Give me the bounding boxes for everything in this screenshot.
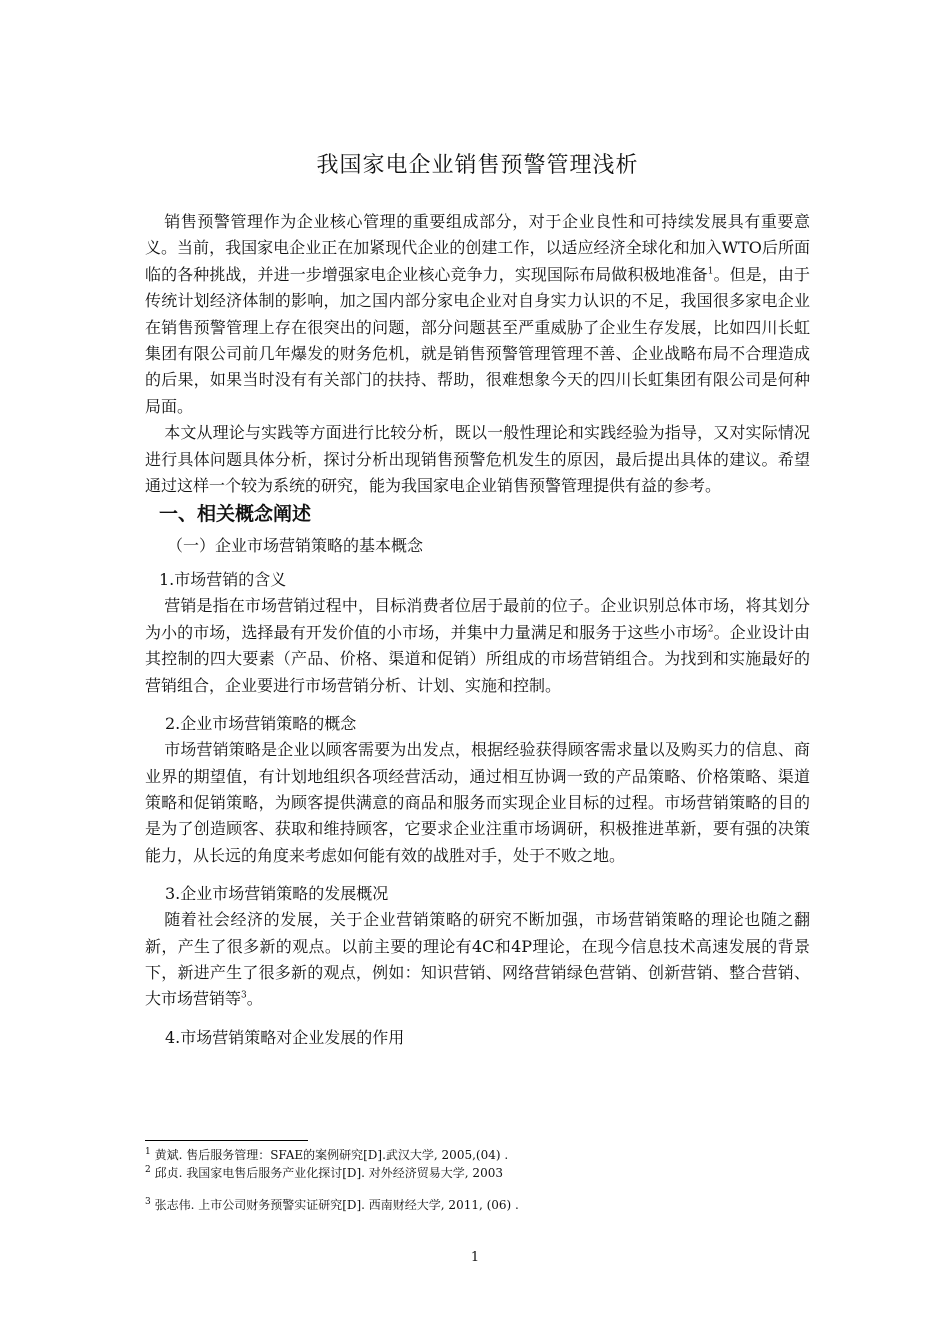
footnote-divider: [145, 1140, 308, 1141]
paragraph-text-b: 。: [246, 989, 263, 1009]
section-heading-1: 一、相关概念阐述: [159, 503, 312, 526]
intro-paragraph-2: 本文从理论与实践等方面进行比较分析，既以一般性理论和实践经验为指导，又对实际情况进行具体问题具体分析，探讨分析出现销售预警危机发生的原因，最后提出具体的建议。希望通过这样一个较为系统的研究，能为我国家电企业销售预警管理提供有益的参考。: [145, 423, 810, 496]
intro-text-b: 。但是，由于传统计划经济体制的影响，加之国内部分家电企业对自身实力认识的不足，我国很多家电企业在销售预警管理上存在很突出的问题，部分问题甚至严重威胁了企业生存发展，比如四川长虹集团有限公司前几年爆发的财务危机，就是销售预警管理管理不善、企业战略布局不合理造成的后果，如果当时没有有关部门的扶持、帮助，很难想象今天的四川长虹集团有限公司是何种局面。: [145, 264, 810, 416]
paragraph-strategy-concept: 市场营销策略是企业以顾客需要为出发点，根据经验获得顾客需求量以及购买力的信息、商业界的期望值，有计划地组织各项经营活动，通过相互协调一致的产品策略、价格策略、渠道策略和促销策略，为顾客提供满意的商品和服务而实现企业目标的过程。市场营销策略的目的是为了创造顾客、获取和维持顾客，它要求企业注重市场调研，积极推进革新，要有强的决策能力，从长远的角度来考虑如何能有效的战胜对手，处于不败之地。: [145, 740, 810, 865]
heading-strategy-development: 3.企业市场营销策略的发展概况: [165, 884, 389, 904]
page-number: 1: [470, 1250, 480, 1265]
paragraph-text-a: 随着社会经济的发展，关于企业营销策略的研究不断加强，市场营销策略的理论也随之翻新，产生了很多新的观点。以前主要的理论有4C和4P理论，在现今信息技术高速发展的背景下，新进产生了很多新的观点，例如：知识营销、网络营销绿色营销、创新营销、整合营销、大市场营销等: [145, 910, 810, 1009]
document-body: [145, 148, 810, 1051]
intro-text-a: 销售预警管理作为企业核心管理的重要组成部分，对于企业良性和可持续发展具有重要意义。当前，我国家电企业正在加紧现代企业的创建工作，以适应经济全球化和加入WTO后所面临的各种挑战，并进一步增强家电企业核心竞争力，实现国际布局做积极地准备: [145, 212, 810, 284]
paragraph-marketing-meaning: [145, 593, 810, 699]
footnote-ref-2[interactable]: 2: [707, 624, 714, 635]
footnote-text: 张志伟. 上市公司财务预警实证研究[D]. 西南财经大学, 2011, (06) .: [154, 1198, 519, 1212]
footnote-ref-3[interactable]: 3: [241, 991, 247, 1002]
paragraph-text-a: 营销是指在市场营销过程中，目标消费者位居于最前的位子。企业识别总体市场，将其划分为小的市场，选择最有开发价值的小市场，并集中力量满足和服务于这些小市场: [145, 596, 810, 642]
intro-paragraph-1: [145, 209, 810, 420]
footnote-number: 1: [145, 1147, 151, 1157]
footnote-number: 3: [145, 1197, 151, 1207]
footnote-1: [145, 1146, 810, 1164]
heading-marketing-meaning: 1.市场营销的含义: [159, 570, 287, 590]
heading-strategy-role: 4.市场营销策略对企业发展的作用: [165, 1027, 405, 1047]
footnote-number: 2: [145, 1165, 151, 1175]
subsection-heading-1: （一）企业市场营销策略的基本概念: [167, 536, 424, 556]
footnote-text: 黄斌. 售后服务管理：SFAE的案例研究[D].武汉大学, 2005,(04) .: [154, 1148, 509, 1162]
paragraph-text-b: 。企业设计由其控制的四大要素（产品、价格、渠道和促销）所组成的市场营销组合。为找到和实施最好的营销组合，企业要进行市场营销分析、计划、实施和控制。: [145, 622, 810, 695]
footnote-2: [145, 1164, 810, 1182]
paragraph-strategy-development: [145, 907, 810, 1013]
footnotes: [145, 1140, 810, 1214]
footnote-ref-1[interactable]: 1: [707, 266, 714, 277]
footnote-3: [145, 1196, 810, 1214]
footnote-text: 邱贞. 我国家电售后服务产业化探讨[D]. 对外经济贸易大学, 2003: [154, 1166, 503, 1180]
heading-strategy-concept: 2.企业市场营销策略的概念: [165, 714, 357, 734]
document-title: 我国家电企业销售预警管理浅析: [316, 153, 639, 178]
